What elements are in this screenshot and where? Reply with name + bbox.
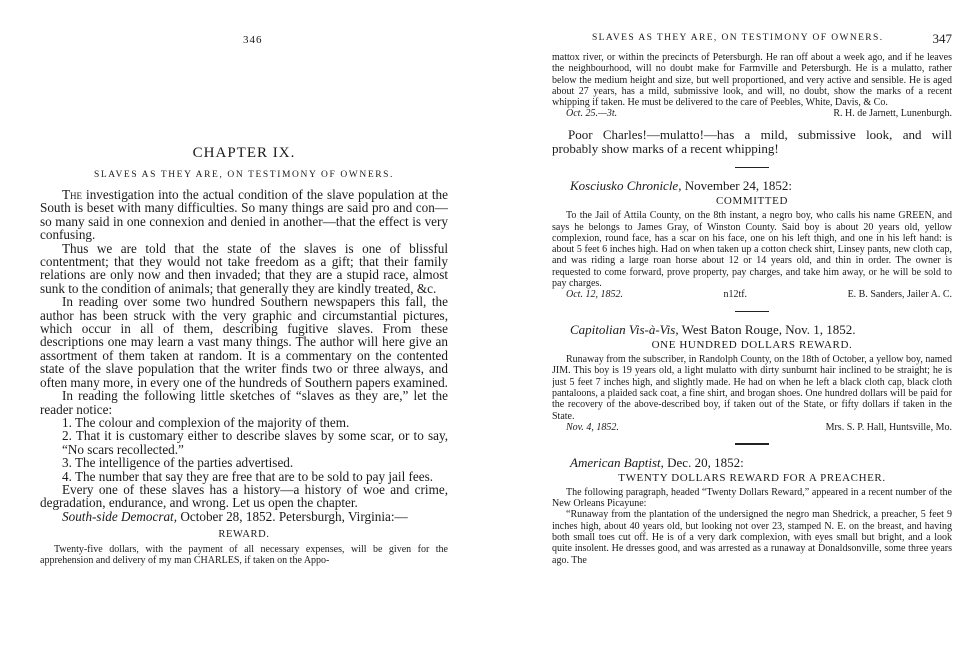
source-name: South-side Democrat, xyxy=(62,508,178,524)
paragraph xyxy=(40,188,448,242)
right-page xyxy=(552,0,952,667)
advertisement-text: “Runaway from the plantation of the undersigned the negro man Shedrick, a preacher, 5 feet 9 inches high, about 40 years old, but looking not over 23, stamped N. E. on the breast, and having both small toes cut off. He is of a very dark complexion, with eyes small but bright, and a look quite insolent. He dresses good, and was arrested as a runaway at Donaldsonville, some three years ago. The xyxy=(552,509,952,566)
ad-heading: COMMITTED xyxy=(715,195,788,208)
source-date: Dec. 20, 1852: xyxy=(663,454,744,470)
source-line xyxy=(40,510,448,523)
advertisement-text: Twenty-five dollars, with the payment of all necessary expenses, will be given for the apprehension and delivery of my man CHARLES, if taken on the Appo- xyxy=(40,543,448,566)
advertisement xyxy=(552,487,952,566)
ad-signer: E. B. Sanders, Jailer A. C. xyxy=(847,289,952,301)
divider xyxy=(735,167,769,169)
advertisement-signature xyxy=(552,108,952,119)
paragraph: In reading the following little sketches of “slaves as they are,” let the reader notice: xyxy=(40,388,448,417)
advertisement xyxy=(40,544,448,567)
ad-heading: ONE HUNDRED DOLLARS REWARD. xyxy=(651,339,853,352)
ad-date: Oct. 12, 1852. xyxy=(566,289,623,301)
commentary-text: Poor Charles!—mulatto!—has a mild, submissive look, and will probably show marks of a recent whipping! xyxy=(552,126,952,157)
source-name: Capitolian Vis-à-Vis, xyxy=(570,322,679,338)
paragraph: Every one of these slaves has a history—a history of woe and crime, degradation, endurance, and wrong. Let us open the chapter. xyxy=(40,481,448,511)
advertisement-text: Runaway from the subscriber, in Randolph County, on the 18th of October, a yellow boy, named JIM. This boy is 19 years old, a light mulatto with dirty sunburnt hair inclined to be straight; he is just 5 feet 7 inches high, and slightly made. He had on when he left a black cloth cap, black cloth pantaloons, a plaided sack coat, a fine shirt, and brogan shoes. One hundred dollars will be paid for the recovery of the above-described boy, if taken out of the State, or fifty dollars if taken in the State. xyxy=(552,354,952,422)
source-line xyxy=(570,322,952,337)
ad-code: n12tf. xyxy=(723,289,748,301)
ad-signer: R. H. de Jarnett, Lunenburgh. xyxy=(833,108,952,120)
running-head: SLAVES AS THEY ARE, ON TESTIMONY OF OWNERS. xyxy=(592,33,884,43)
chapter-subheading: SLAVES AS THEY ARE, ON TESTIMONY OF OWNERS. xyxy=(93,170,395,180)
advertisement xyxy=(552,52,952,108)
divider xyxy=(735,311,769,313)
source-date: November 24, 1852: xyxy=(681,178,792,194)
advertisement-text: To the Jail of Attila County, on the 8th instant, a negro boy, who calls his name GREEN, and says he belongs to James Gray, of Winston County. Said boy is about 20 years old, yellow complexion, round face, has a scar on his face, one on his left thigh, and one in his left hand: is about 5 feet 6 inches high. Had on when taken up a cotton check shirt, Linsey pants, new cloth cap, and was riding a large roan horse about 12 or 14 years old, and thin in order. The owner is requested to come forward, prove property, pay charges, and take him away, or he will be sold to pay charges. xyxy=(552,210,952,290)
advertisement-signature xyxy=(552,422,952,433)
ad-signer: Mrs. S. P. Hall, xyxy=(825,421,887,433)
ad-date: Oct. 25.—3t. xyxy=(566,108,618,120)
commentary xyxy=(552,128,952,157)
right-page-body xyxy=(552,52,952,566)
list-item: 1. The colour and complexion of the majority of them. xyxy=(62,414,350,430)
page-number-right: 347 xyxy=(932,31,952,46)
advertisement-text: mattox river, or within the precincts of Petersburgh. He ran off about a week ago, and if he leaves the neighbourhood, will no doubt make for Farmville and Petersburgh. He is a mulatto, rather below the medium height and size, but well proportioned, and very active and sensible. He is aged about 27 years, has a mild, submissive look, and will, no doubt, show the marks of a recent whipping if taken. He must be delivered to the care of Peebles, White, Davis, & Co. xyxy=(552,52,952,109)
advertisement-signature xyxy=(552,289,952,300)
page-number-left: 346 xyxy=(243,34,263,46)
divider xyxy=(735,443,769,445)
list-item: 3. The intelligence of the parties advertised. xyxy=(62,455,294,471)
source-name: American Baptist, xyxy=(570,454,664,470)
source-line xyxy=(570,455,952,470)
chapter-body xyxy=(40,188,448,566)
advertisement xyxy=(552,210,952,289)
source-place: Petersburgh, Virginia:— xyxy=(278,508,408,524)
ad-signer-block xyxy=(826,422,952,433)
chapter-title: CHAPTER IX. xyxy=(192,145,296,161)
opening-word: The xyxy=(62,187,83,202)
paragraph: Thus we are told that the state of the slaves is one of blissful contentment; that they would not take freedom as a gift; that their family relations are only now and then invaded; that they are a stupid race, almost sunk to the condition of animals; that generally they are kindly treated, &c. xyxy=(40,240,448,296)
ad-place: Huntsville, Mo. xyxy=(888,421,952,433)
paragraph-text: investigation into the actual condition of the slave population at the South is beset with many difficulties. So many things are said pro and con—so many said in one connexion and denied in another—that the effect is very confusing. xyxy=(40,187,448,243)
source-date: West Baton Rouge, Nov. 1, 1852. xyxy=(678,322,856,338)
list-item: 2. That it is customary either to describe slaves by some scar, or to say, “No scars recollected.” xyxy=(62,428,448,457)
advertisement xyxy=(552,354,952,422)
source-line xyxy=(570,178,952,193)
advertisement-intro: The following paragraph, headed “Twenty Dollars Reward,” appeared in a recent number of the New Orleans Picayune: xyxy=(552,486,952,510)
source-date: October 28, 1852. xyxy=(180,508,276,524)
left-page xyxy=(40,0,448,667)
list-item: 4. The number that say they are free that are to be sold to pay jail fees. xyxy=(62,468,434,484)
ad-heading: TWENTY DOLLARS REWARD FOR A PREACHER. xyxy=(618,471,886,484)
reward-heading: REWARD. xyxy=(218,529,270,541)
paragraph: In reading over some two hundred Southern newspapers this fall, the author has been struck with the very graphic and circumstantial pictures, which occur in all of them, describing fugitive slaves. From these descriptions one may learn a vast many things. The author will here give an assortment of them taken at random. It is a commentary on the contented state of the slave population that the writer finds two or three always, and often many more, in every one of the hundreds of Southern papers examined. xyxy=(40,294,448,390)
ad-date: Nov. 4, 1852. xyxy=(566,421,619,433)
source-name: Kosciusko Chronicle, xyxy=(570,178,682,194)
